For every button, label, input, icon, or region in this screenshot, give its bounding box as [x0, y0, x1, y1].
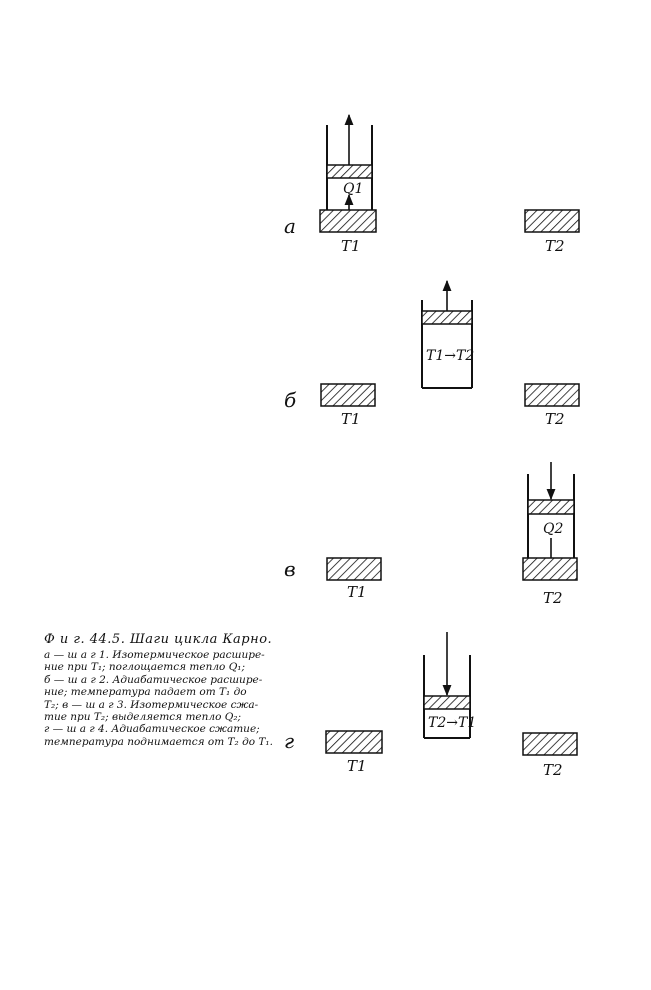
step-b-t1-label: T1	[341, 410, 361, 428]
step-b-reservoir-t1	[321, 384, 375, 406]
caption-line: г — ш а г 4. Адиабатическое сжатие;	[44, 723, 260, 736]
step-c-cylinder	[528, 462, 574, 574]
step-b-piston	[422, 311, 472, 324]
caption-line: температура поднимается от T₂ до T₁.	[44, 735, 273, 748]
step-c-reservoir-t1	[327, 558, 381, 580]
step-c-reservoir-t2	[523, 558, 577, 580]
step-d-t2-label: T2	[543, 761, 563, 779]
step-c-t2-label: T2	[543, 589, 563, 607]
step-d	[284, 632, 577, 779]
step-d-reservoir-t1	[326, 731, 382, 753]
step-a-piston	[327, 165, 372, 178]
step-a-t2-label: T2	[545, 237, 565, 255]
step-a-t1-label: T1	[341, 237, 361, 255]
step-c-label: в	[284, 557, 296, 581]
step-a-gas-label: Q1	[343, 181, 364, 197]
step-c	[284, 462, 577, 607]
caption-title: Ф и г. 44.5. Шаги цикла Карно.	[44, 632, 273, 647]
step-c-t1-label: T1	[347, 583, 367, 601]
step-d-t1-label: T1	[347, 757, 367, 775]
caption-line: б — ш а г 2. Адиабатическое расшире-	[44, 673, 263, 686]
step-c-piston	[528, 500, 574, 514]
step-c-gas-label: Q2	[543, 521, 564, 537]
caption-line: ние; температура падает от T₁ до	[44, 686, 247, 699]
step-d-piston	[424, 696, 470, 709]
step-b-reservoir-t2	[525, 384, 579, 406]
step-a-reservoir-t2	[525, 210, 579, 232]
step-b-label: б	[284, 388, 297, 412]
caption-line: ние при T₁; поглощается тепло Q₁;	[44, 661, 246, 674]
step-a-label: а	[284, 214, 296, 238]
caption-line: тие при T₂; выделяется тепло Q₂;	[44, 711, 242, 724]
step-a-cylinder	[327, 115, 372, 222]
step-d-label: г	[284, 729, 295, 753]
caption-line: а — ш а г 1. Изотермическое расшире-	[44, 649, 265, 661]
step-d-gas-label: T2→T1	[428, 715, 477, 731]
step-d-reservoir-t2	[523, 733, 577, 755]
step-a	[284, 115, 579, 255]
step-a-reservoir-t1	[320, 210, 376, 232]
step-b-cylinder	[422, 281, 474, 388]
step-b	[284, 281, 579, 428]
step-b-t2-label: T2	[545, 410, 565, 428]
step-b-gas-label: T1→T2	[426, 348, 475, 364]
caption-line: T₂; в — ш а г 3. Изотермическое сжа-	[44, 698, 259, 711]
step-d-cylinder	[424, 632, 476, 738]
figure-caption	[44, 632, 280, 748]
